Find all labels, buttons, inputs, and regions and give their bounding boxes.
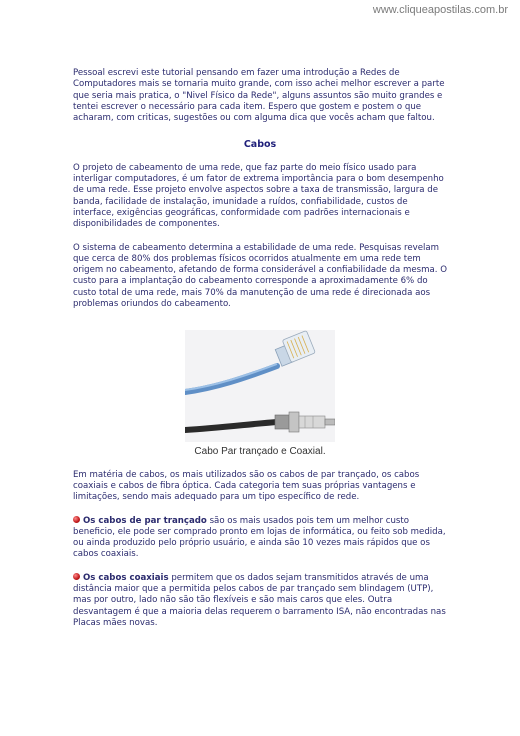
intro-paragraph: Pessoal escrevi este tutorial pensando em fazer uma introdução a Redes de Computadores mais se tornaria muito grande, com isso achei melhor escrever a parte que seria mais pratica, o "Nivel Físico da Rede", alguns assuntos são muito grandes e tentei escrever o necessário para cada item. Espero que gostem e postem o que acharam, com criticas, sugestões ou com alguma dica que vocês acham que faltou. xyxy=(73,68,445,124)
cable-photo xyxy=(185,330,335,442)
red-bullet-icon xyxy=(73,516,80,523)
bullet-lead: Os cabos de par trançado xyxy=(83,515,207,526)
bullet-item-twisted-pair xyxy=(73,516,447,561)
cable-figure xyxy=(155,330,365,457)
document-body xyxy=(73,68,447,641)
bullet-item-coaxial xyxy=(73,573,447,629)
bullet-text: permitem que os dados sejam transmitidos através de uma distância maior que a permitida pelos cabos de par trançado sem blindagem (UTP), mas por outro, lado não são tão flexíveis e são mais caros que eles. Outra desvantagem é que a maioria delas requerem o barramento ISA, não encontradas nas Placas mães novas. xyxy=(73,572,446,628)
site-url: www.cliqueapostilas.com.br xyxy=(372,4,508,16)
paragraph-2: O sistema de cabeamento determina a estabilidade de uma rede. Pesquisas revelam que cerca de 80% dos problemas físicos ocorridos atualmente em uma rede tem origem no cabeamento, afetando de forma considerável a confiabilidade da mesma. O custo para a implantação do cabeamento corresponde a aproximadamente 6% do custo total de uma rede, mais 70% da manutenção de uma rede é direcionada aos problemas oriundos do cabeamento. xyxy=(73,242,447,310)
bullet-lead: Os cabos coaxiais xyxy=(83,572,169,583)
red-bullet-icon xyxy=(73,573,80,580)
figure-caption: Cabo Par trançado e Coaxial. xyxy=(194,446,326,458)
cable-illustration xyxy=(185,330,335,442)
paragraph-1: O projeto de cabeamento de uma rede, que faz parte do meio físico usado para interligar computadores, é um fator de extrema importância para o bom desempenho de uma rede. Esse projeto envolve aspectos sobre a taxa de transmissão, largura de banda, facilidade de instalação, imunidade a ruídos, confiabilidade, custos de interface, exigências geográficas, conformidade com padrões internacionais e disponibilidades de componentes. xyxy=(73,162,444,230)
bullet-text: são os mais usados pois tem um melhor custo beneficio, ele pode ser comprado pronto em lojas de informática, ou feito sob medida, ou ainda produzido pelo próprio usuário, e ainda são 10 vezes mais rápidos que os cabos coaxiais. xyxy=(73,515,446,560)
paragraph-3: Em matéria de cabos, os mais utilizados são os cabos de par trançado, os cabos coaxiais e cabos de fibra óptica. Cada categoria tem suas próprias vantagens e limitações, sendo mais adequado para um tipo específico de rede. xyxy=(73,469,420,503)
section-title: Cabos xyxy=(243,139,277,151)
